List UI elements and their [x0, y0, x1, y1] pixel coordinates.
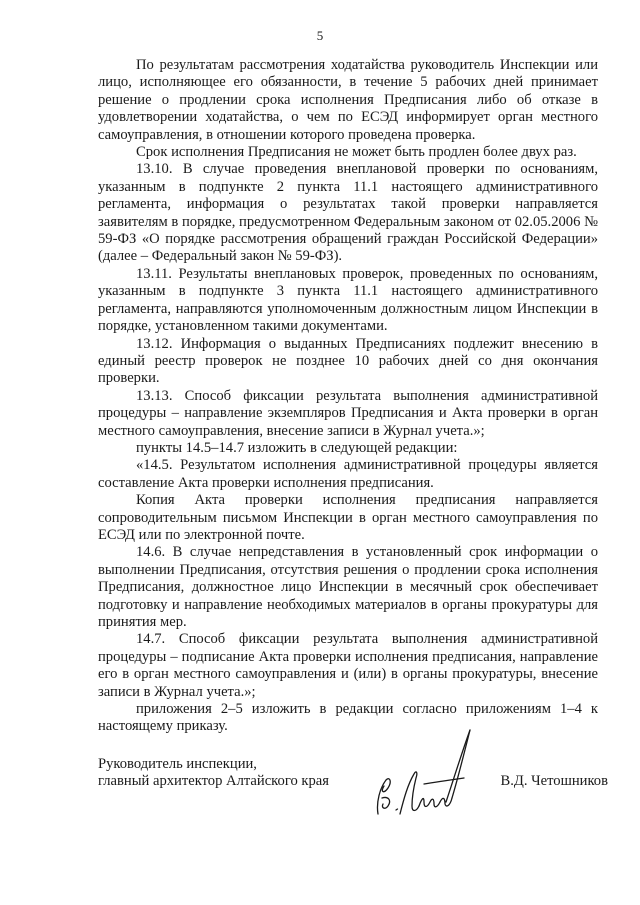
paragraph: 13.11. Результаты внеплановых проверок, проведенных по основаниям, указанным в подпункте 3 пункта 11.1 настоящего административного регламента, направляются уполномоченным должностным лицом Инспекции в порядке, установленном такими документами.: [98, 265, 598, 335]
paragraph: Срок исполнения Предписания не может быть продлен более двух раз.: [136, 144, 577, 161]
paragraph: 13.12. Информация о выданных Предписаниях подлежит внесению в единый реестр проверок не позднее 10 рабочих дней со дня окончания проверки.: [98, 335, 598, 387]
paragraph: По результатам рассмотрения ходатайства руководитель Инспекции или лицо, исполняющее его обязанности, в течение 5 рабочих дней принимает решение о продлении срока исполнения Предписания либо об отказе в удовлетворении ходатайства, о чем по ЕСЭД информирует орган местного самоуправления, в отношении которого проведена проверка.: [98, 57, 598, 143]
paragraph: 14.7. Способ фиксации результата выполнения административной процедуры – подписание Акта проверки исполнения предписания, направление его в орган местного самоуправления и (или) в органы прокуратуры, внесение записи в Журнал учета.»;: [98, 631, 598, 700]
paragraph: «14.5. Результатом исполнения административной процедуры является составление Акта проверки исполнения предписания.: [98, 457, 598, 491]
signer-name: В.Д. Четошников: [500, 773, 608, 789]
paragraph: пункты 14.5–14.7 изложить в следующей редакции:: [136, 439, 458, 456]
paragraph: 13.10. В случае проведения внеплановой проверки по основаниям, указанным в подпункте 2 пункта 11.1 настоящего административного регламента, информация о результатах такой проверки направляется заявителям в порядке, предусмотренном Федеральным законом от 02.05.2006 № 59-ФЗ «О порядке рассмотрения обращений граждан Российской Федерации» (далее – Федеральный закон № 59-ФЗ).: [98, 161, 598, 265]
document-body: [98, 57, 598, 736]
handwritten-signature: [366, 722, 476, 832]
signer-title-line: Руководитель инспекции,: [98, 756, 257, 772]
signature-block: [98, 752, 608, 862]
page-number: 5: [316, 28, 324, 43]
paragraph: приложения 2–5 изложить в редакции согласно приложениям 1–4 к настоящему приказу.: [98, 701, 598, 735]
signer-title: [98, 756, 329, 791]
signer-title-line: главный архитектор Алтайского края: [98, 773, 329, 790]
paragraph: 13.13. Способ фиксации результата выполнения административной процедуры – направление экземпляров Предписания и Акта проверки в орган местного самоуправления, внесение записи в Журнал учета.»;: [98, 387, 598, 439]
paragraph: 14.6. В случае непредставления в установленный срок информации о выполнении Предписания, отсутствия решения о продлении срока исполнения Предписания, должностное лицо Инспекции в месячный срок обеспечивает подготовку и направление необходимых материалов в органы прокуратуры для принятия мер.: [98, 544, 598, 630]
paragraph: Копия Акта проверки исполнения предписания направляется сопроводительным письмом Инспекции в орган местного самоуправления по ЕСЭД или по электронной почте.: [98, 492, 598, 543]
